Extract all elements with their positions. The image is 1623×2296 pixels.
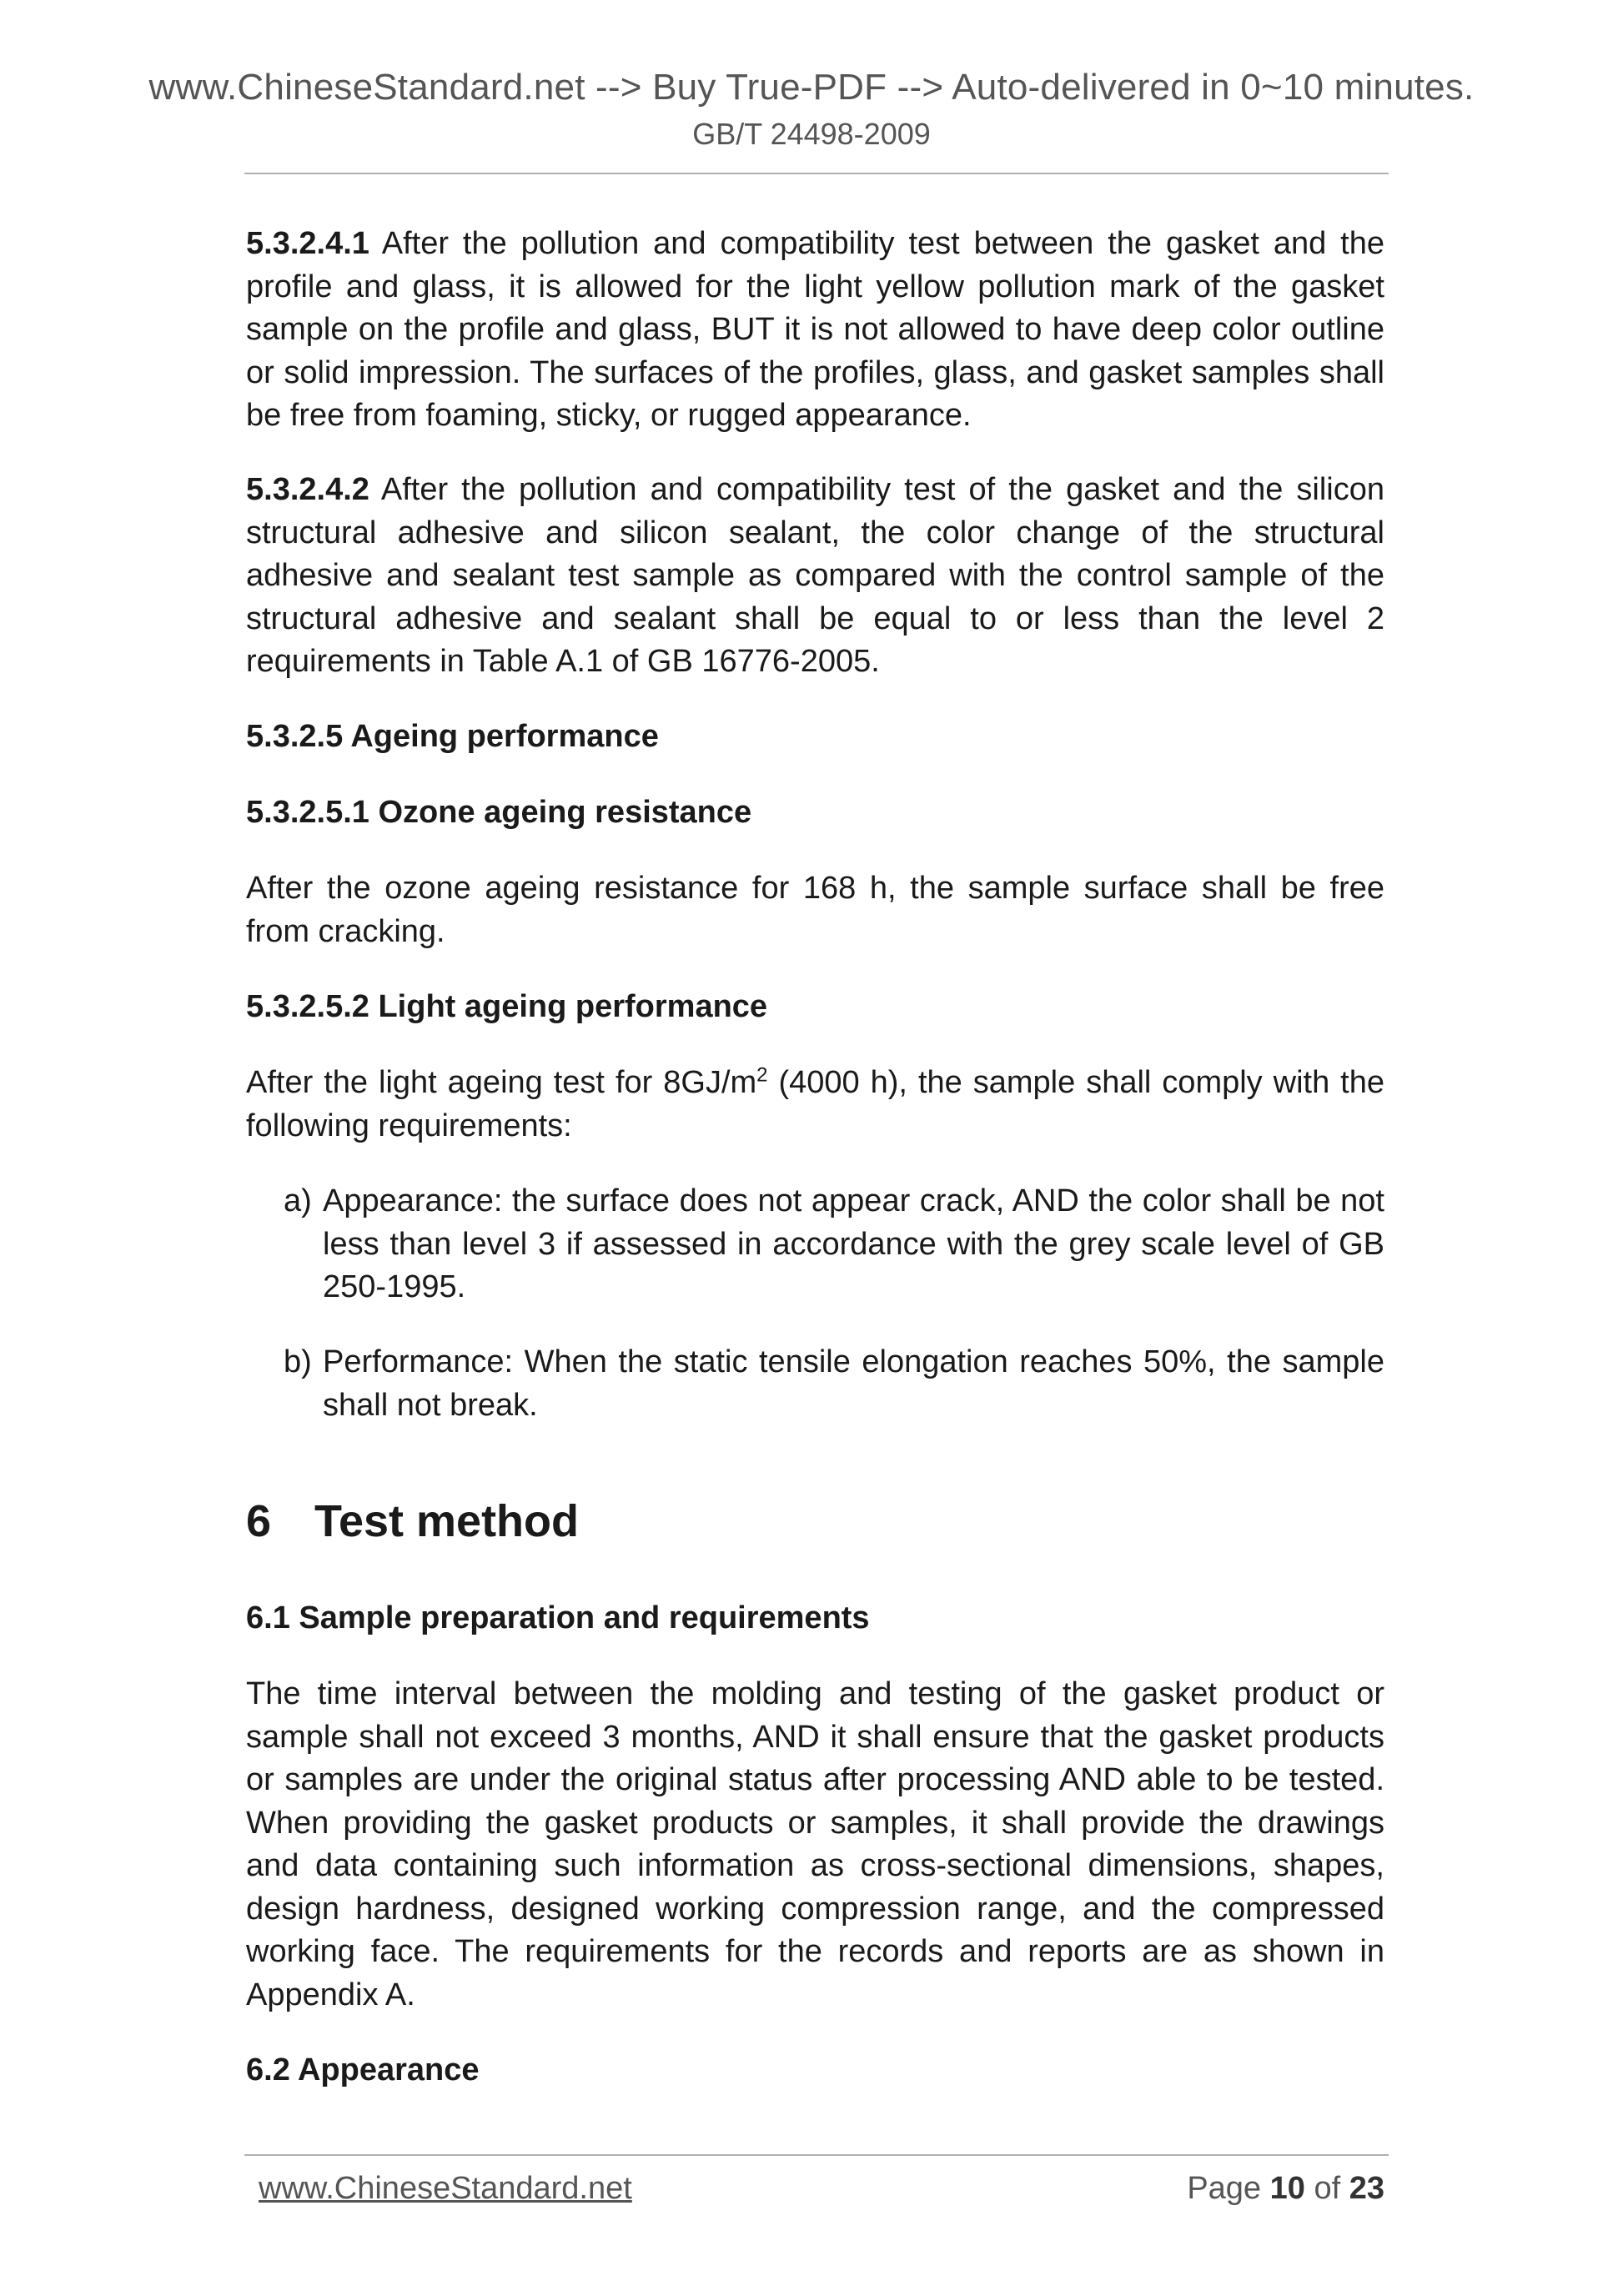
light-ageing-text-before: After the light ageing test for 8GJ/m [246, 1065, 757, 1100]
standard-code: GB/T 24498-2009 [692, 117, 931, 151]
list-item-performance [284, 1341, 1384, 1427]
heading-appearance: 6.2 Appearance [246, 2052, 480, 2088]
list-item-text: Performance: When the static tensile elongation reaches 50%, the sample shall not break. [323, 1344, 1384, 1423]
heading-light-ageing: 5.3.2.5.2 Light ageing performance [246, 989, 768, 1024]
heading-sample-preparation: 6.1 Sample preparation and requirements [246, 1600, 870, 1635]
heading-ozone-ageing: 5.3.2.5.1 Ozone ageing resistance [246, 795, 752, 830]
clause-number: 5.3.2.4.1 [246, 226, 369, 261]
page-of: of [1304, 2171, 1349, 2206]
clause-text: After the pollution and compatibility test of the gasket and the silicon structural adhesive and silicon sealant, the color change of the structural adhesive and sealant test sample as compared with the control sample of the structural adhesive and sealant shall be equal to or less than the level 2 requirements in Table A.1 of GB 16776-2005. [246, 472, 1384, 679]
paragraph-light-ageing [246, 1062, 1384, 1148]
list-item-appearance [284, 1180, 1384, 1309]
clause-text: After the pollution and compatibility test between the gasket and the profile and glass, it is allowed for the light yellow pollution mark of the gasket sample on the profile and glass, BUT it is not allowed to have deep color outline or solid impression. The surfaces of the profiles, glass, and gasket samples shall be free from foaming, sticky, or rugged appearance. [246, 226, 1384, 433]
header-banner: www.ChineseStandard.net --> Buy True-PDF --> Auto-delivered in 0~10 minutes. [148, 67, 1475, 108]
list-marker: a) [284, 1183, 312, 1218]
header-divider [244, 173, 1389, 174]
superscript: 2 [756, 1063, 768, 1087]
page-prefix: Page [1187, 2171, 1270, 2206]
clause-number: 5.3.2.4.2 [246, 472, 369, 507]
heading-section-6 [246, 1495, 579, 1548]
paragraph-sample-preparation: The time interval between the molding and testing of the gasket product or sample shall not exceed 3 months, AND it shall ensure that the gasket products or samples are under the original status after processing AND able to be tested. When providing the gasket products or samples, it shall provide the drawings and data containing such information as cross-sectional dimensions, shapes, design hardness, designed working compression range, and the compressed working face. The requirements for the records and reports are as shown in Appendix A. [246, 1676, 1384, 2012]
heading-ageing-performance: 5.3.2.5 Ageing performance [246, 719, 659, 754]
page-total: 23 [1349, 2171, 1384, 2206]
paragraph-ozone-ageing: After the ozone ageing resistance for 168 h, the sample surface shall be free from cracking. [246, 871, 1384, 949]
list-item-text: Appearance: the surface does not appear crack, AND the color shall be not less than level 3 if assessed in accordance with the grey scale level of GB 250-1995. [323, 1183, 1384, 1304]
clause-5-3-2-4-1 [246, 223, 1384, 438]
footer-divider [244, 2154, 1389, 2156]
page-number: 10 [1269, 2171, 1305, 2206]
section-title: Test method [314, 1496, 580, 1546]
list-marker: b) [284, 1344, 312, 1379]
page-indicator [1187, 2171, 1384, 2207]
footer-website-link[interactable]: www.ChineseStandard.net [259, 2171, 632, 2206]
section-number: 6 [246, 1496, 272, 1546]
light-ageing-text-after: (4000 h), the sample shall comply with the following requirements: [246, 1065, 1384, 1143]
clause-5-3-2-4-2 [246, 469, 1384, 684]
